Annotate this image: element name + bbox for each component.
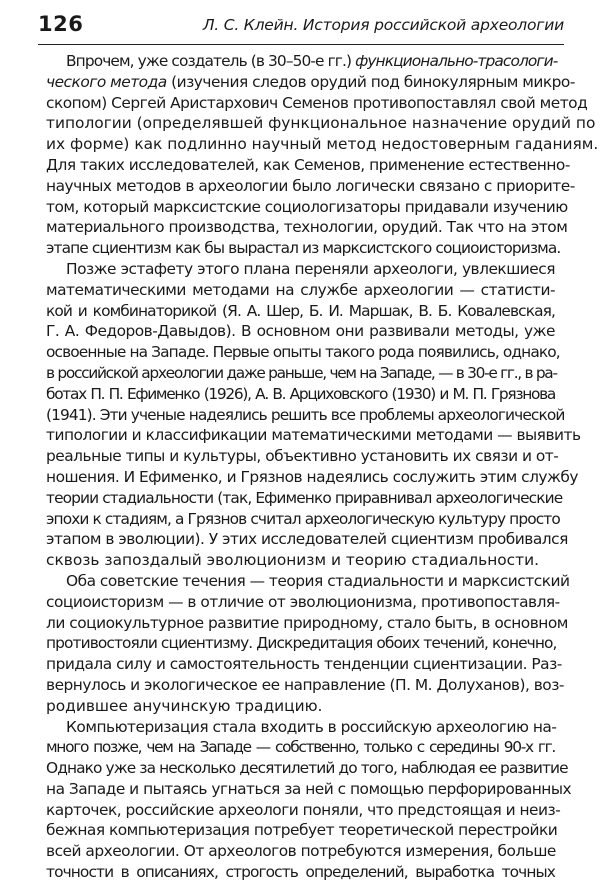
text-line: всей археологии. От археологов потребуются измерения, больше — [46, 842, 556, 861]
text-line: типологии и классификации математическими методами — выявить — [46, 426, 581, 445]
text-line: математическими методами на службе археологии — статисти- — [46, 280, 555, 299]
text-line: Однако уже за несколько десятилетий до того, наблюдая ее развитие — [46, 759, 568, 778]
text-line: скопом) Сергей Аристархович Семенов противопоставлял свой метод — [46, 93, 588, 112]
paragraph — [46, 717, 572, 883]
text-line: противостояли сциентизму. Дискредитация обоих течений, конечно, — [46, 634, 557, 653]
text-line: социоисторизм — в отличие от эволюционизма, противопоставля- — [46, 592, 560, 611]
text-line: ношения. И Ефименко, и Грязнов надеялись сослужить этим службу — [46, 467, 578, 486]
text-line: на Западе и пытаясь угнаться за ней с помощью перфорированных — [46, 779, 572, 798]
italic-term: функционально-трасологи- — [355, 52, 558, 70]
text-line: этапе сциентизм как бы вырастал из марксистского социоисторизма. — [46, 239, 561, 258]
text-line: сквозь запоздалый эволюционизм и теорию стадиальности. — [46, 551, 540, 570]
text-line: этапом в эволюции). У этих исследователей сциентизм пробивался — [46, 530, 568, 549]
text-line: типологии (определявшей функциональное назначение орудий по — [46, 114, 596, 133]
text-line: Для таких исследователей, как Семенов, применение естественно- — [46, 155, 570, 174]
paragraph — [46, 571, 570, 717]
text-line — [46, 72, 575, 93]
text-line: родившее анучинскую традицию. — [46, 696, 323, 715]
text-line: том, который марксистские социологизаторы придавали изучению — [46, 197, 568, 216]
text-line: ботах П. П. Ефименко (1926), А. В. Арциховского (1930) и М. П. Грязнова — [46, 384, 555, 403]
text-line: Г. А. Федоров-Давыдов). В основном они развивали методы, уже — [46, 322, 555, 341]
text-line: теории стадиальности (так, Ефименко приравнивал археологические — [46, 488, 563, 507]
page-header — [38, 10, 564, 45]
running-title: Л. С. Клейн. История российской археологии — [202, 16, 564, 34]
text-line: реальные типы и культуры, объективно установить их связи и от- — [46, 447, 559, 466]
text-line: бежная компьютеризация потребует теоретической перестройки — [46, 821, 558, 840]
paragraph — [46, 259, 581, 571]
text-line: придала силу и самостоятельность тенденции сциентизации. Раз- — [46, 655, 562, 674]
text-line: карточек, российские археологи поняли, что предстоящая и неиз- — [46, 800, 561, 819]
text-line: вернулось и экологическое ее направление (П. М. Долуханов), воз- — [46, 675, 564, 694]
text-line: точности в описаниях, строгость определений, выработка точных — [46, 863, 555, 882]
text-line: ли социокультурное развитие природному, стало быть, в основном — [46, 613, 568, 632]
text-line: Оба советские течения — теория стадиальности и марксистский — [66, 571, 570, 590]
text-line: освоенные на Западе. Первые опыты такого рода появились, однако, — [46, 343, 560, 362]
text-line: научных методов в археологии было логически связано с приорите- — [46, 176, 575, 195]
text-line: в российской археологии даже раньше, чем на Западе, — в 30-е гг., в ра- — [46, 363, 557, 382]
italic-term: ческого метода — [46, 72, 167, 91]
text-line: Позже эстафету этого плана переняли археологи, увлекшиеся — [66, 259, 555, 278]
page-number: 126 — [38, 12, 84, 36]
text-line: кой и комбинаторикой (Я. А. Шер, Б. И. Маршак, В. Б. Ковалевская, — [46, 301, 555, 320]
text-run: Впрочем, уже создатель (в 30–50-е гг.) — [66, 52, 356, 70]
text-line: материального производства, технологии, орудий. Так что на этом — [46, 218, 568, 237]
text-line: Компьютеризация стала входить в российскую археологию на- — [66, 717, 557, 736]
text-line — [46, 51, 558, 72]
text-line: их форме) как подлинно научный метод недостоверным гаданиям. — [46, 135, 599, 154]
text-run: (изучения следов орудий под бинокулярным микро- — [166, 72, 575, 91]
text-line: (1941). Эти ученые надеялись решить все проблемы археологической — [46, 405, 565, 424]
text-line: эпохи к стадиям, а Грязнов считал археологическую культуру просто — [46, 509, 560, 528]
paragraph — [46, 51, 599, 259]
body-text — [46, 51, 599, 883]
text-line: много позже, чем на Западе — собственно, только с середины 90-х гг. — [46, 738, 555, 757]
